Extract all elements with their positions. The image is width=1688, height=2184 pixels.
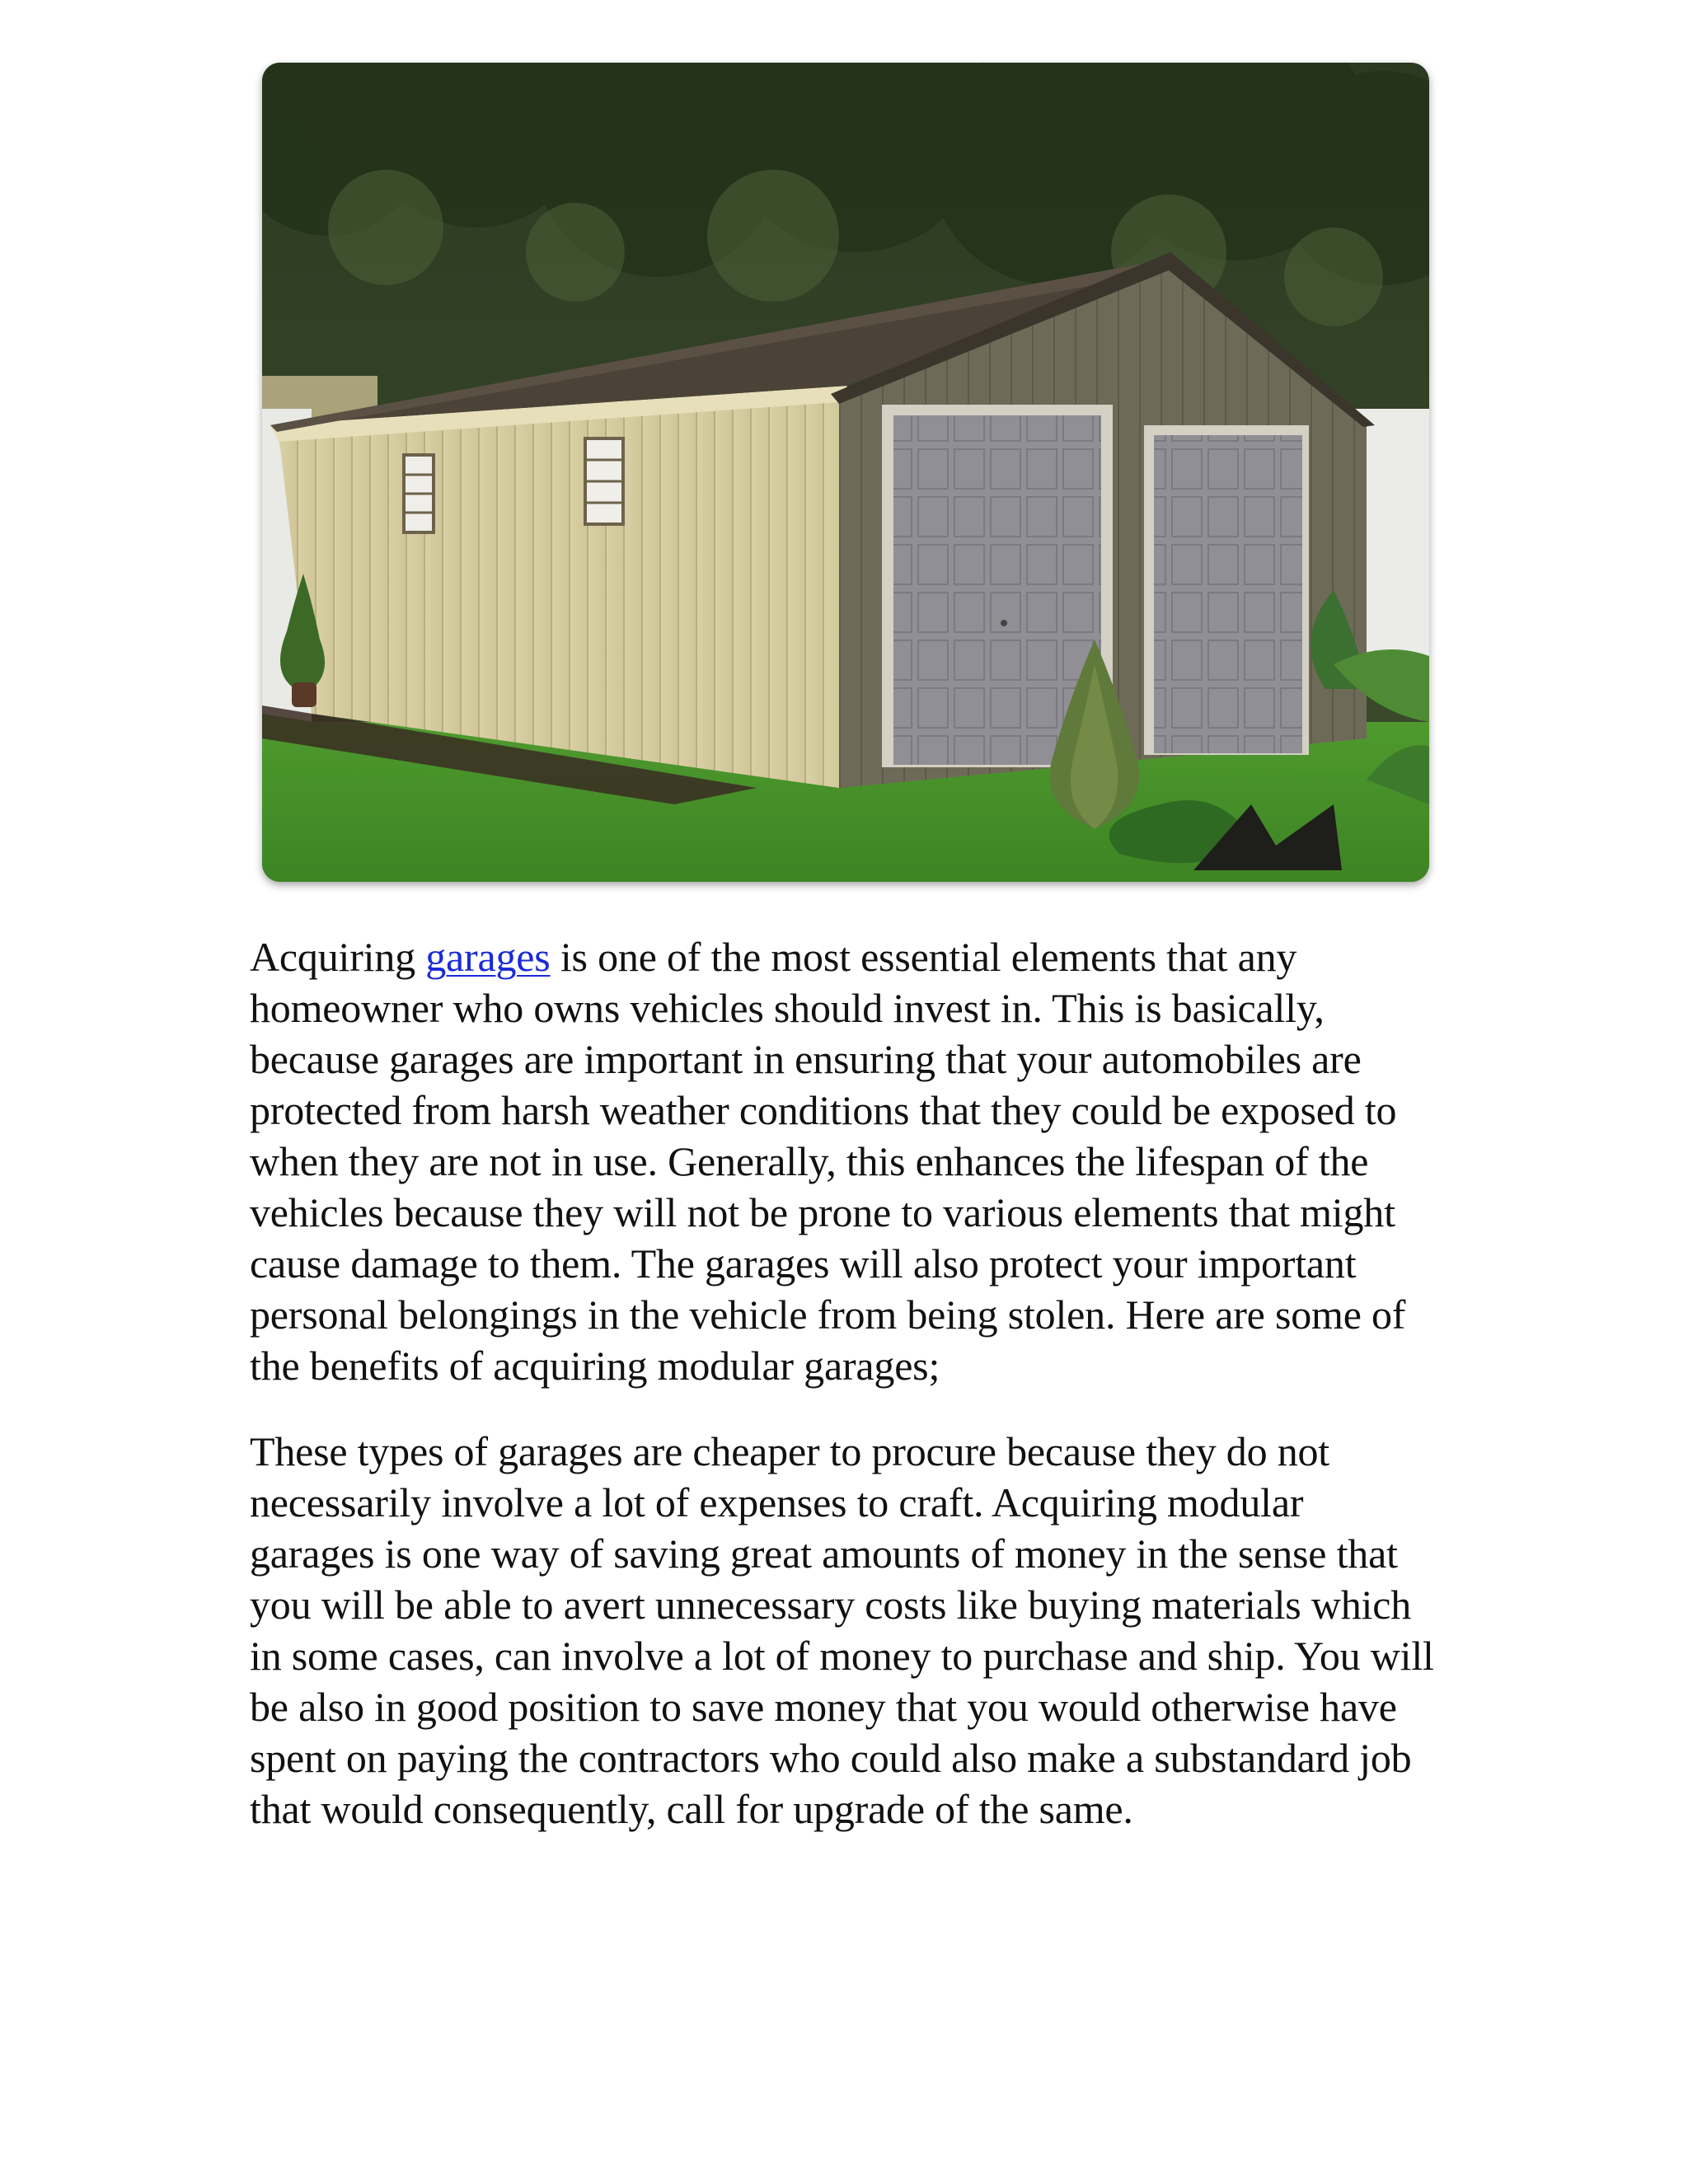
- article-body: [250, 931, 1437, 1869]
- paragraph-intro: [250, 931, 1437, 1391]
- intro-rest: is one of the most essential elements that any homeowner who owns vehicles should invest in. This is basically, because garages are important in ensuring that your automobiles are protected from harsh weather conditions that they could be exposed to when they are not in use. Generally, this enhances the lifespan of the vehicles because they will not be prone to various elements that might cause damage to them. The garages will also protect your important personal belongings in the vehicle from being stolen. Here are some of the benefits of acquiring modular garages;: [250, 934, 1406, 1389]
- paragraph-cost: These types of garages are cheaper to procure because they do not necessarily involve a lot of expenses to craft. Acquiring modular garages is one way of saving great amounts of money in the sense that you will be able to avert unnecessary costs like buying materials which in some cases, can involve a lot of money to purchase and ship. You will be also in good position to save money that you would otherwise have spent on paying the contractors who could also make a substandard job that would consequently, call for upgrade of the same.: [250, 1428, 1434, 1832]
- intro-lead: Acquiring: [250, 934, 426, 980]
- garage-photo: [262, 63, 1429, 882]
- garages-link[interactable]: garages: [425, 934, 551, 980]
